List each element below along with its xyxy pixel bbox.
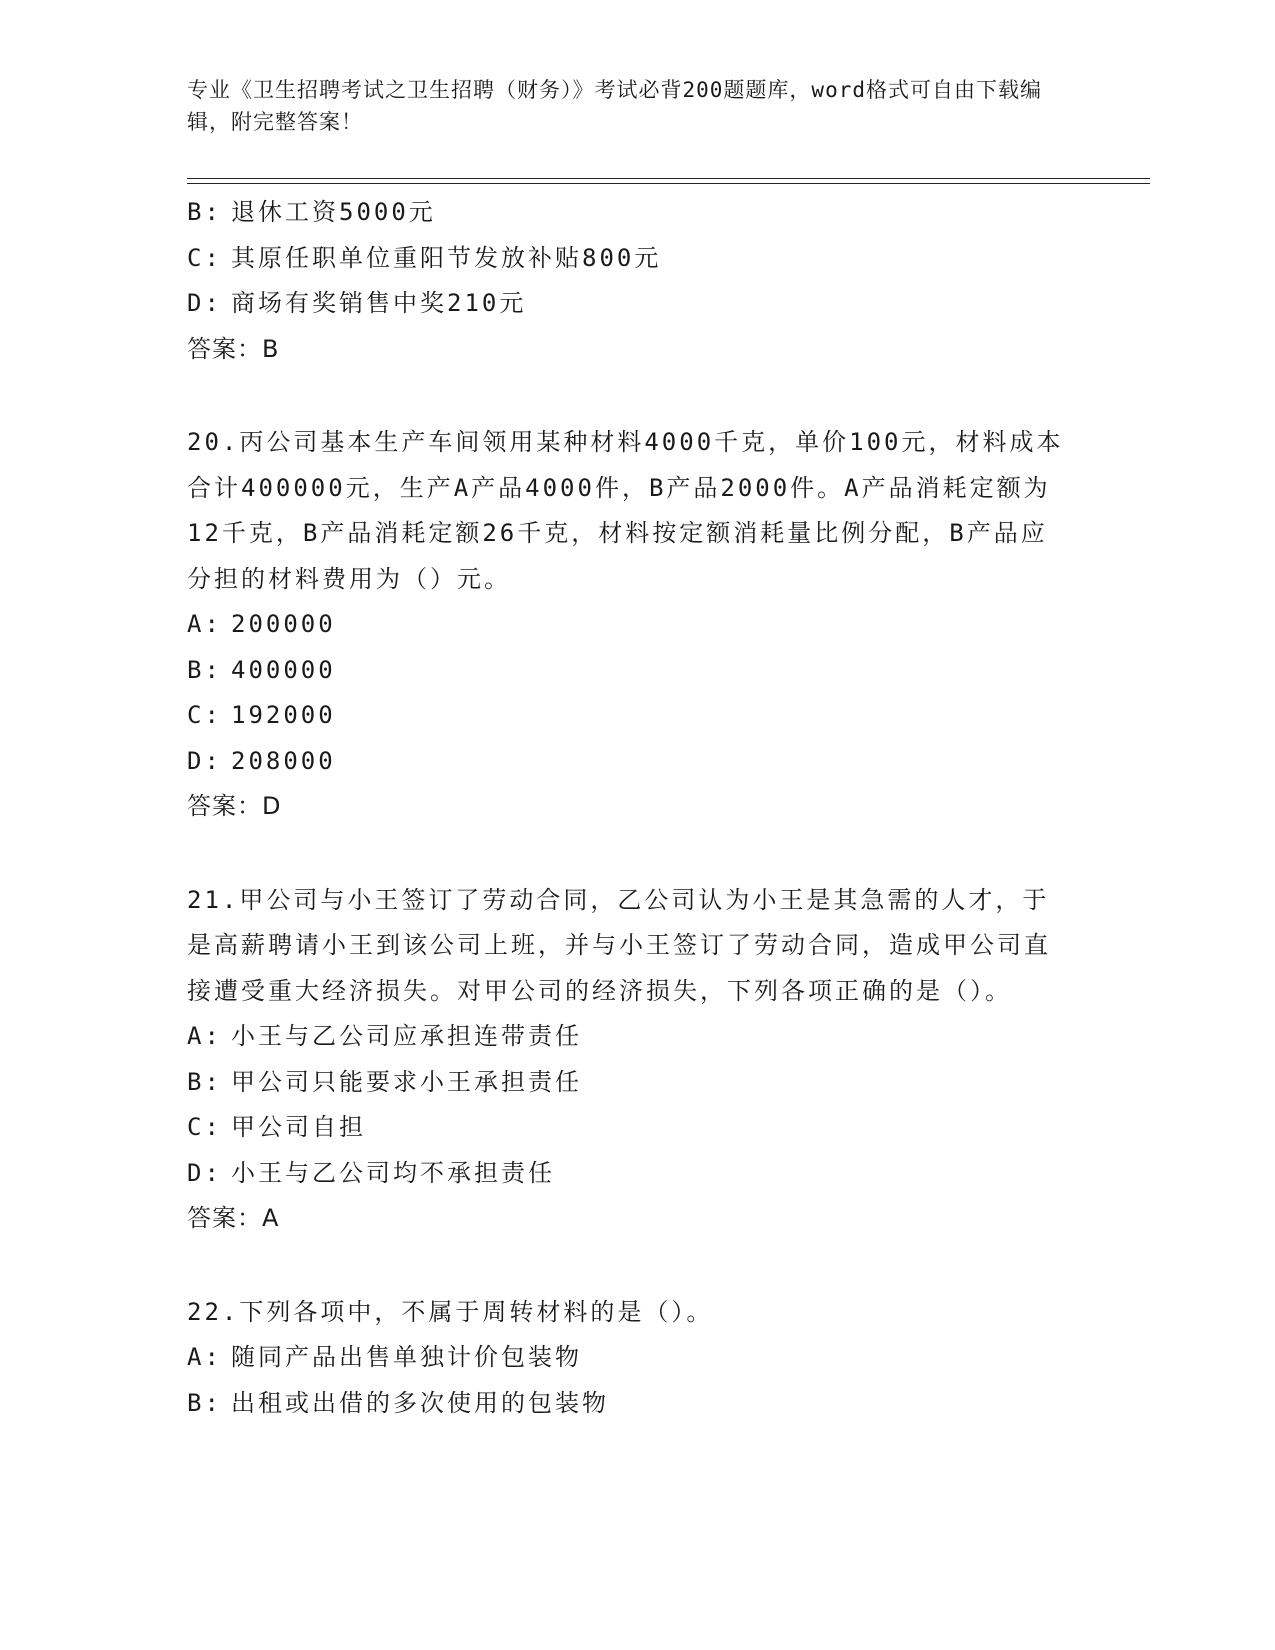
option-d [187, 1151, 1087, 1197]
answer-line: 答案：A [187, 1204, 280, 1232]
option-a [187, 1014, 1087, 1060]
question-21 [187, 878, 1087, 1242]
option-text: 随同产品出售单独计价包装物 [231, 1343, 582, 1371]
option-label: D: [187, 289, 222, 317]
option-text: 208000 [231, 746, 336, 775]
option-text: 200000 [231, 610, 336, 638]
option-label: A: [187, 1022, 222, 1050]
option-text: 甲公司只能要求小王承担责任 [231, 1067, 582, 1096]
option-d [187, 281, 1087, 327]
question-22 [187, 1290, 1087, 1427]
question-stem-text: 22.下列各项中，不属于周转材料的是（）。 [187, 1297, 714, 1326]
answer-line: 答案：B [187, 334, 280, 363]
option-a [187, 602, 1087, 648]
header-divider-top [187, 178, 1150, 179]
header-divider-bottom [187, 183, 1150, 184]
option-label: B: [187, 1067, 222, 1096]
option-text: 退休工资5000元 [231, 198, 436, 226]
option-label: A: [187, 1343, 222, 1371]
question-19-continuation [187, 190, 1087, 372]
question-20 [187, 420, 1087, 830]
document-header: 专业《卫生招聘考试之卫生招聘（财务）》考试必背200题题库，word格式可自由下载编辑，附完整答案！ [187, 78, 1042, 134]
option-text: 小王与乙公司均不承担责任 [231, 1158, 555, 1187]
document-body [187, 190, 1087, 1426]
option-text: 甲公司自担 [231, 1113, 366, 1141]
option-text: 出租或出借的多次使用的包装物 [231, 1388, 609, 1417]
option-text: 192000 [231, 701, 336, 729]
option-c [187, 693, 1087, 739]
option-label: C: [187, 243, 222, 272]
option-text: 商场有奖销售中奖210元 [231, 289, 527, 317]
option-label: C: [187, 1113, 222, 1141]
question-stem [187, 1290, 1087, 1336]
option-label: D: [187, 1158, 222, 1187]
option-label: D: [187, 746, 222, 775]
option-label: A: [187, 610, 222, 638]
option-c [187, 236, 1087, 282]
option-label: B: [187, 198, 222, 226]
option-d [187, 739, 1087, 785]
option-b [187, 1381, 1087, 1427]
option-label: B: [187, 655, 222, 684]
question-stem [187, 878, 1087, 1015]
question-stem-text: 21.甲公司与小王签订了劳动合同，乙公司认为小王是其急需的人才，于是高薪聘请小王到该公司上班，并与小王签订了劳动合同，造成甲公司直接遭受重大经济损失。对甲公司的经济损失，下列各项正确的是（）。 [187, 885, 1051, 1005]
option-label: B: [187, 1388, 222, 1417]
option-b [187, 1060, 1087, 1106]
option-a [187, 1335, 1087, 1381]
option-b [187, 190, 1087, 236]
question-stem-text: 20.丙公司基本生产车间领用某种材料4000千克，单价100元，材料成本合计400000元，生产A产品4000件，B产品2000件。A产品消耗定额为12千克，B产品消耗定额26千克，材料按定额消耗量比例分配，B产品应分担的材料费用为（）元。 [187, 428, 1064, 593]
option-text: 400000 [231, 655, 336, 684]
option-text: 其原任职单位重阳节发放补贴800元 [231, 243, 662, 272]
option-label: C: [187, 701, 222, 729]
option-c [187, 1105, 1087, 1151]
option-text: 小王与乙公司应承担连带责任 [231, 1022, 582, 1050]
answer-line: 答案：D [187, 792, 282, 820]
question-stem [187, 420, 1087, 602]
option-b [187, 648, 1087, 694]
